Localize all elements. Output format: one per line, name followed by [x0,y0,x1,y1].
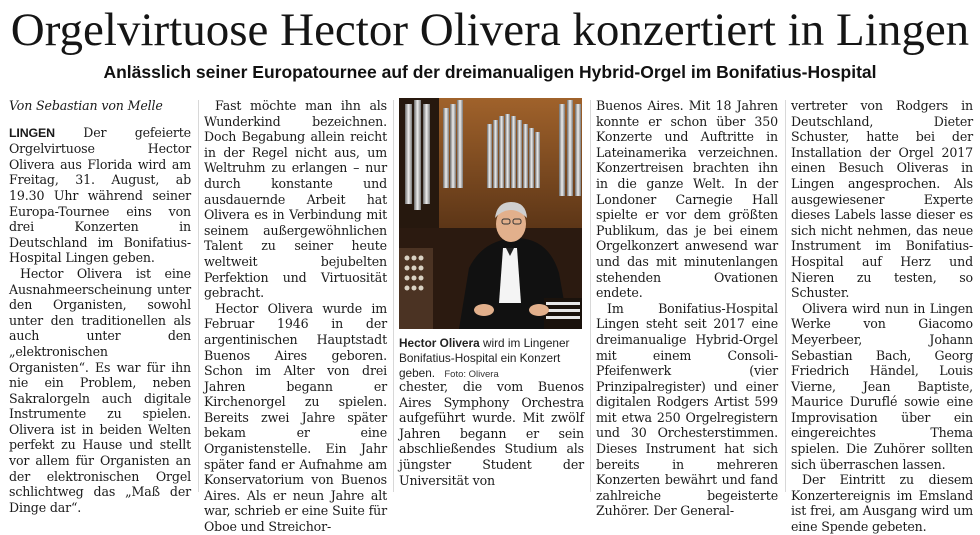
article-column-4 [596,98,778,519]
paragraph: Im Bonifatius-Hospital Lingen steht seit 2017 eine dreimanualige Hybrid-Orgel mit einem Consoli-Pfeifenwerk (vier Prinzipalregister) und einer digitalen Rodgers Artist 599 mit etwa 250 Orgelregistern und 30 Orchesterstimmen. Dieses Instrument hat sich bereits in mehreren Konzerten bewährt und fand zahlreiche begeisterte Zuhörer. Der General- [596,300,778,519]
article-column-1 [9,98,191,515]
dateline: LINGEN [9,125,55,140]
subheadline: Anlässlich seiner Europatournee auf der dreimanualigen Hybrid-Orgel im Bonifatius-Hospital [103,62,877,82]
column-divider [785,100,786,492]
article-column-3 [399,379,584,488]
byline: Von Sebastian von Melle [9,98,163,113]
paragraph: Hector Olivera ist eine Ausnahmeerscheinung unter den Organisten, sowohl unter den traditionellen als auch unter den „elektronischen Organisten“. Es war für ihn nie ein Problem, neben Sakralorgeln auch digitale Instrumente zu spielen. Olivera ist in beiden Welten perfekt zu Hause und stellt vor allem für Organisten an der elektronischen Orgel schlichtweg das „Maß der Dinge dar“. [9,265,191,515]
paragraph: Olivera wird nun in Lingen Werke von Giacomo Meyerbeer, Johann Sebastian Bach, Georg Friedrich Händel, Louis Vierne, Jean Baptiste, Maurice Duruflé sowie eine Improvisation über ein eingereichtes Thema spielen. Die Zuhörer sollten sich überraschen lassen. [791,300,973,472]
article-column-5 [791,98,973,535]
column-divider [393,100,394,492]
paragraph: Fast möchte man ihn als Wunderkind bezeichnen. Doch Begabung allein reicht in der Regel nicht aus, um Weltruhm zu erlangen – nur durch konstante und ausdauernde Arbeit hat Olivera es in Verbindung mit seinem außergewöhnlichen Talent zu seiner heute weltweit bejubelten Perfektion und Virtuosität gebracht. [204,98,387,301]
paragraph [9,125,191,266]
organist-photo [399,98,582,329]
article-column-2 [204,98,387,535]
caption-text: wird im Lingener Bonifatius-Hospital ein Konzert geben. [399,336,570,380]
photo-credit: Foto: Olivera [444,369,499,380]
photo-caption [399,336,584,382]
paragraph: chester, die vom Buenos Aires Symphony Orchestra aufgeführt wurde. Mit zwölf Jahren begann er sein abschließendes Studium als jüngster Student der Universität von [399,379,584,488]
paragraph: Der Eintritt zu diesem Konzertereignis im Emsland ist frei, am Ausgang wird um eine Spende gebeten. [791,472,973,535]
column-divider [590,100,591,492]
organ-and-organist-image [399,98,582,329]
paragraph: vertreter von Rodgers in Deutschland, Dieter Schuster, hatte bei der Installation der Orgel 2017 einen Besuch Oliveras in Lingen angesprochen. Als ausgewiesener Experte dieses Labels lasse dieser es sich nicht nehmen, das neue Instrument im Bonifatius-Hospital auf Herz und Nieren zu testen, so Schuster. [791,98,973,301]
headline: Orgelvirtuose Hector Olivera konzertiert in Lingen [10,4,970,56]
paragraph: Hector Olivera wurde im Februar 1946 in der argentinischen Hauptstadt Buenos Aires geboren. Schon im Alter von drei Jahren begann er Kirchenorgel zu spielen. Bereits zwei Jahre später bekam er eine Organistenstelle. Ein Jahr später fand er Aufnahme am Konservatorium von Buenos Aires. Als er neun Jahre alt war, schrieb er eine Suite für Oboe und Streichor- [204,300,387,535]
paragraph: Buenos Aires. Mit 18 Jahren konnte er schon über 350 Konzerte und Auftritte in Lateinamerika verzeichnen. Konzertreisen brachten ihn in die ganze Welt. In der Londoner Carnegie Hall spielte er vor dem größten Publikum, das je bei einem Orgelkonzert anwesend war und das mit minutenlangen stehenden Ovationen endete. [596,98,778,301]
column-divider [198,100,199,492]
paragraph-text: Der gefeierte Orgelvirtuose Hector Olivera aus Florida wird am Freitag, 31. August, ab 19.30 Uhr während seiner Europa-Tournee eins von drei Konzerten in Deutschland im Bonifatius-Hospital Lingen geben. [9,124,191,266]
caption-name: Hector Olivera [399,336,480,350]
